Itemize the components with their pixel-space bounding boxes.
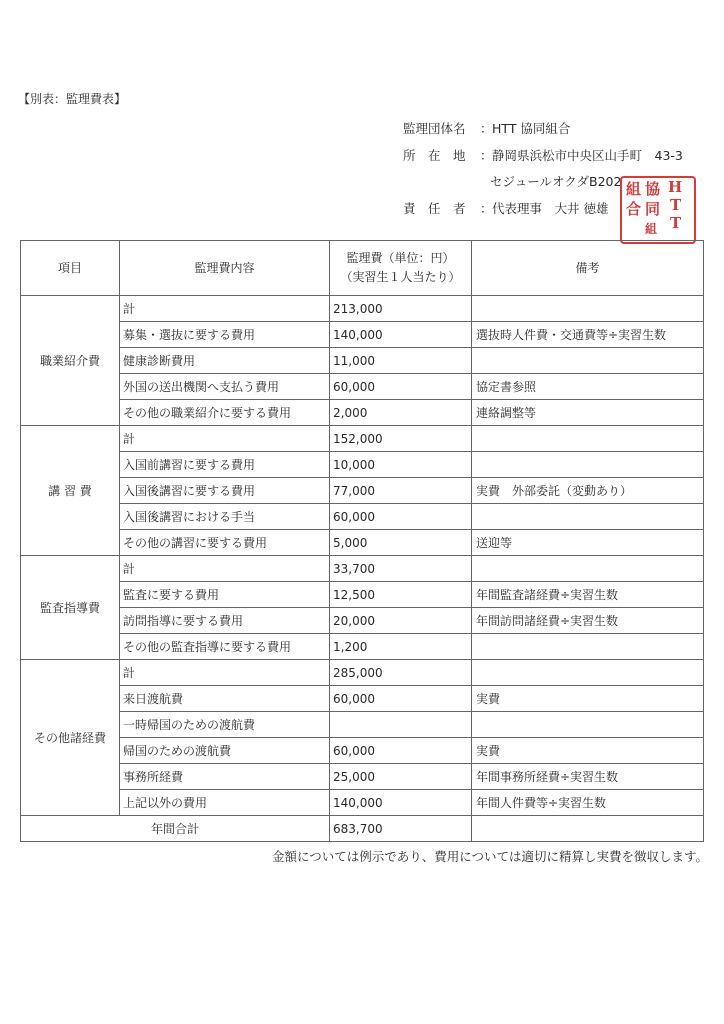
table-row [21,608,704,634]
remarks-cell: 年間監査諸経費÷実習生数 [472,582,704,608]
amount-cell: 77,000 [330,478,472,504]
organization-seal: 組 合 協 同 組 H T T [620,176,696,244]
content-cell: その他の講習に要する費用 [120,530,330,556]
table-row [21,348,704,374]
representative-value: 代表理事 大井 徳雄 [492,201,609,216]
amount-cell: 5,000 [330,530,472,556]
remarks-cell: 送迎等 [472,530,704,556]
category-cell: 講 習 費 [21,426,120,556]
table-row [21,634,704,660]
header-remarks: 備考 [472,241,704,296]
total-amount: 683,700 [330,816,472,842]
total-label: 年間合計 [21,816,330,842]
table-header-row [21,241,704,296]
content-cell: 外国の送出機関へ支払う費用 [120,374,330,400]
table-row [21,322,704,348]
table-row [21,738,704,764]
table-row [21,452,704,478]
remarks-cell: 実費 [472,686,704,712]
remarks-cell [472,348,704,374]
content-cell: 計 [120,660,330,686]
amount-cell: 60,000 [330,504,472,530]
header-amount-line1: 監理費（単位：円） [346,251,455,265]
amount-cell: 213,000 [330,296,472,322]
category-cell: 監査指導費 [21,556,120,660]
header-item: 項目 [21,241,120,296]
category-cell: その他諸経費 [21,660,120,816]
remarks-cell: 選抜時人件費・交通費等÷実習生数 [472,322,704,348]
table-row [21,660,704,686]
amount-cell: 285,000 [330,660,472,686]
remarks-cell [472,556,704,582]
amount-cell: 152,000 [330,426,472,452]
table-row [21,790,704,816]
organization-name-label: 監理団体名 [403,121,466,136]
amount-cell: 12,500 [330,582,472,608]
content-cell: 来日渡航費 [120,686,330,712]
category-cell: 職業紹介費 [21,296,120,426]
remarks-cell [472,660,704,686]
table-row [21,478,704,504]
amount-cell: 20,000 [330,608,472,634]
content-cell: 上記以外の費用 [120,790,330,816]
table-row [21,374,704,400]
amount-cell: 11,000 [330,348,472,374]
colon: ： [480,201,493,216]
table-row [21,426,704,452]
content-cell: 一時帰国のための渡航費 [120,712,330,738]
header-content: 監理費内容 [120,241,330,296]
content-cell: 監査に要する費用 [120,582,330,608]
amount-cell: 33,700 [330,556,472,582]
remarks-cell [472,504,704,530]
amount-cell: 2,000 [330,400,472,426]
remarks-cell: 年間事務所経費÷実習生数 [472,764,704,790]
address-value-line1: 静岡県浜松市中央区山手町 43-3 [492,148,683,163]
content-cell: 計 [120,556,330,582]
table-row [21,764,704,790]
amount-cell: 1,200 [330,634,472,660]
amount-cell [330,712,472,738]
content-cell: 入国後講習における手当 [120,504,330,530]
remarks-cell: 年間訪問諸経費÷実習生数 [472,608,704,634]
content-cell: 事務所経費 [120,764,330,790]
content-cell: 計 [120,296,330,322]
remarks-cell: 連絡調整等 [472,400,704,426]
content-cell: 募集・選抜に要する費用 [120,322,330,348]
representative-label: 責 任 者 [403,201,466,216]
table-row [21,504,704,530]
table-row [21,400,704,426]
supervision-fee-table [20,240,704,842]
total-row [21,816,704,842]
amount-cell: 10,000 [330,452,472,478]
remarks-cell: 年間人件費等÷実習生数 [472,790,704,816]
content-cell: 入国後講習に要する費用 [120,478,330,504]
remarks-cell [472,296,704,322]
content-cell: 帰国のための渡航費 [120,738,330,764]
table-row [21,686,704,712]
remarks-cell [472,712,704,738]
table-row [21,530,704,556]
content-cell: 計 [120,426,330,452]
footnote: 金額については例示であり、費用については適切に精算し実費を徴収します。 [271,849,708,864]
content-cell: 入国前講習に要する費用 [120,452,330,478]
organization-name-value: HTT 協同組合 [492,121,571,136]
header-amount-line2: （実習生１人当たり） [340,270,461,284]
table-row [21,296,704,322]
total-remarks [472,816,704,842]
colon: ： [480,148,493,163]
header-amount [330,241,472,296]
content-cell: 訪問指導に要する費用 [120,608,330,634]
remarks-cell: 協定書参照 [472,374,704,400]
content-cell: その他の監査指導に要する費用 [120,634,330,660]
remarks-cell [472,634,704,660]
amount-cell: 25,000 [330,764,472,790]
content-cell: その他の職業紹介に要する費用 [120,400,330,426]
amount-cell: 60,000 [330,374,472,400]
remarks-cell [472,426,704,452]
amount-cell: 140,000 [330,322,472,348]
colon: ： [480,121,493,136]
remarks-cell: 実費 [472,738,704,764]
amount-cell: 140,000 [330,790,472,816]
remarks-cell [472,452,704,478]
amount-cell: 60,000 [330,686,472,712]
amount-cell: 60,000 [330,738,472,764]
table-row [21,582,704,608]
table-row [21,556,704,582]
document-caption: 【別表：監理費表】 [18,92,127,106]
table-row [21,712,704,738]
address-value-line2: セジュールオクダB202 [490,174,622,189]
address-label: 所 在 地 [403,148,466,163]
content-cell: 健康診断費用 [120,348,330,374]
remarks-cell: 実費 外部委託（変動あり） [472,478,704,504]
